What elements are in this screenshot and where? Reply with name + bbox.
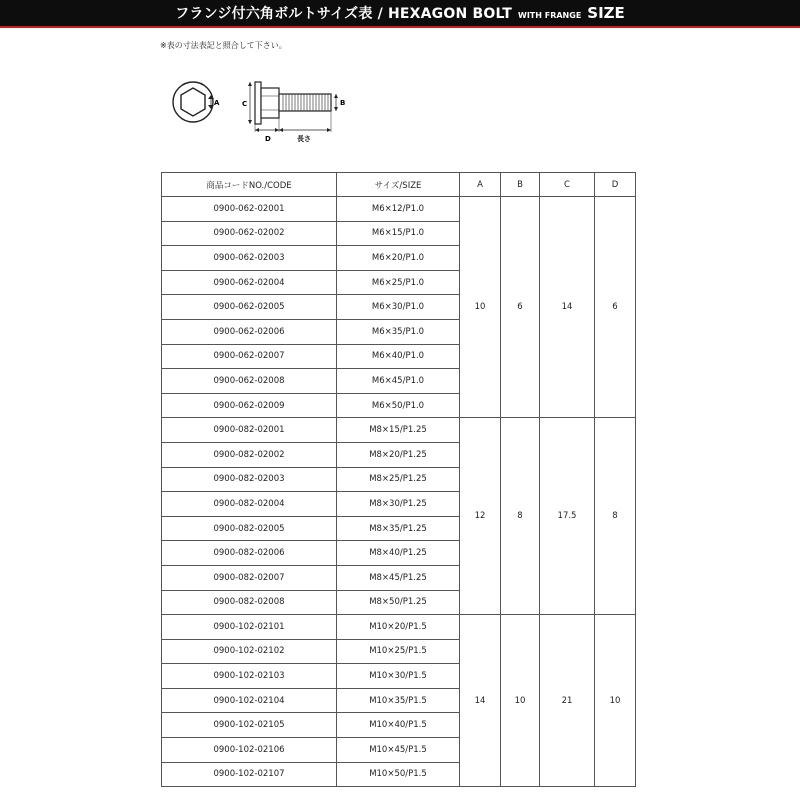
header-d: D [595, 173, 636, 197]
size-table [161, 172, 636, 787]
code-cell: 0900-082-02006 [162, 541, 337, 566]
code-cell: 0900-082-02003 [162, 467, 337, 492]
title-end: SIZE [587, 4, 625, 22]
size-cell: M10×40/P1.5 [337, 713, 460, 738]
code-cell: 0900-062-02009 [162, 393, 337, 418]
size-cell: M10×45/P1.5 [337, 738, 460, 763]
size-cell: M6×25/P1.0 [337, 270, 460, 295]
code-cell: 0900-062-02001 [162, 197, 337, 222]
size-cell: M6×30/P1.0 [337, 295, 460, 320]
banner-underline [0, 26, 800, 28]
code-cell: 0900-102-02101 [162, 615, 337, 640]
code-cell: 0900-062-02007 [162, 344, 337, 369]
size-cell: M10×30/P1.5 [337, 664, 460, 689]
code-cell: 0900-102-02103 [162, 664, 337, 689]
label-b: B [340, 99, 346, 107]
code-cell: 0900-102-02105 [162, 713, 337, 738]
size-cell: M6×12/P1.0 [337, 197, 460, 222]
label-length: 長さ [297, 135, 311, 143]
code-cell: 0900-102-02106 [162, 738, 337, 763]
dim-b-cell: 8 [501, 418, 540, 615]
code-cell: 0900-062-02005 [162, 295, 337, 320]
code-cell: 0900-082-02004 [162, 492, 337, 517]
dim-a-cell: 10 [460, 197, 501, 418]
code-cell: 0900-102-02102 [162, 639, 337, 664]
dim-b-cell: 6 [501, 197, 540, 418]
header-a: A [460, 173, 501, 197]
dim-a-cell: 14 [460, 615, 501, 787]
title-banner [0, 0, 800, 26]
label-d: D [265, 135, 271, 143]
dim-a-cell: 12 [460, 418, 501, 615]
code-cell: 0900-082-02002 [162, 442, 337, 467]
size-cell: M8×50/P1.25 [337, 590, 460, 615]
size-cell: M8×15/P1.25 [337, 418, 460, 443]
title-main: フランジ付六角ボルトサイズ表 / HEXAGON BOLT [175, 6, 512, 22]
table-row [162, 418, 636, 443]
header-c: C [540, 173, 595, 197]
dim-d-cell: 10 [595, 615, 636, 787]
label-c: C [242, 100, 248, 108]
dim-d-cell: 8 [595, 418, 636, 615]
title-small: WITH FRANGE [518, 10, 582, 20]
size-cell: M8×35/P1.25 [337, 516, 460, 541]
dim-b-cell: 10 [501, 615, 540, 787]
note-text: ※表の寸法表記と照合して下さい。 [160, 41, 287, 50]
dim-c-cell: 14 [540, 197, 595, 418]
size-cell: M6×40/P1.0 [337, 344, 460, 369]
code-cell: 0900-102-02107 [162, 762, 337, 787]
size-cell: M10×35/P1.5 [337, 688, 460, 713]
table-row [162, 615, 636, 640]
size-cell: M8×30/P1.25 [337, 492, 460, 517]
size-cell: M6×35/P1.0 [337, 319, 460, 344]
size-cell: M6×15/P1.0 [337, 221, 460, 246]
size-cell: M8×40/P1.25 [337, 541, 460, 566]
table-header-row [162, 173, 636, 197]
header-size: サイズ/SIZE [337, 173, 460, 197]
header-b: B [501, 173, 540, 197]
code-cell: 0900-082-02001 [162, 418, 337, 443]
code-cell: 0900-062-02002 [162, 221, 337, 246]
code-cell: 0900-082-02008 [162, 590, 337, 615]
code-cell: 0900-062-02003 [162, 246, 337, 271]
code-cell: 0900-102-02104 [162, 688, 337, 713]
dim-c-cell: 17.5 [540, 418, 595, 615]
hex-head-top-view [173, 82, 220, 122]
size-cell: M6×20/P1.0 [337, 246, 460, 271]
bolt-diagram [160, 70, 360, 150]
table-row [162, 197, 636, 222]
size-cell: M6×45/P1.0 [337, 369, 460, 394]
code-cell: 0900-062-02006 [162, 319, 337, 344]
code-cell: 0900-082-02005 [162, 516, 337, 541]
size-cell: M8×25/P1.25 [337, 467, 460, 492]
code-cell: 0900-062-02008 [162, 369, 337, 394]
code-cell: 0900-082-02007 [162, 565, 337, 590]
size-cell: M10×50/P1.5 [337, 762, 460, 787]
header-code: 商品コードNO./CODE [162, 173, 337, 197]
code-cell: 0900-062-02004 [162, 270, 337, 295]
dim-d-cell: 6 [595, 197, 636, 418]
size-cell: M8×20/P1.25 [337, 442, 460, 467]
size-cell: M10×20/P1.5 [337, 615, 460, 640]
size-cell: M10×25/P1.5 [337, 639, 460, 664]
dim-c-cell: 21 [540, 615, 595, 787]
bolt-side-view [242, 82, 345, 143]
size-cell: M8×45/P1.25 [337, 565, 460, 590]
size-cell: M6×50/P1.0 [337, 393, 460, 418]
label-a: A [214, 99, 220, 107]
